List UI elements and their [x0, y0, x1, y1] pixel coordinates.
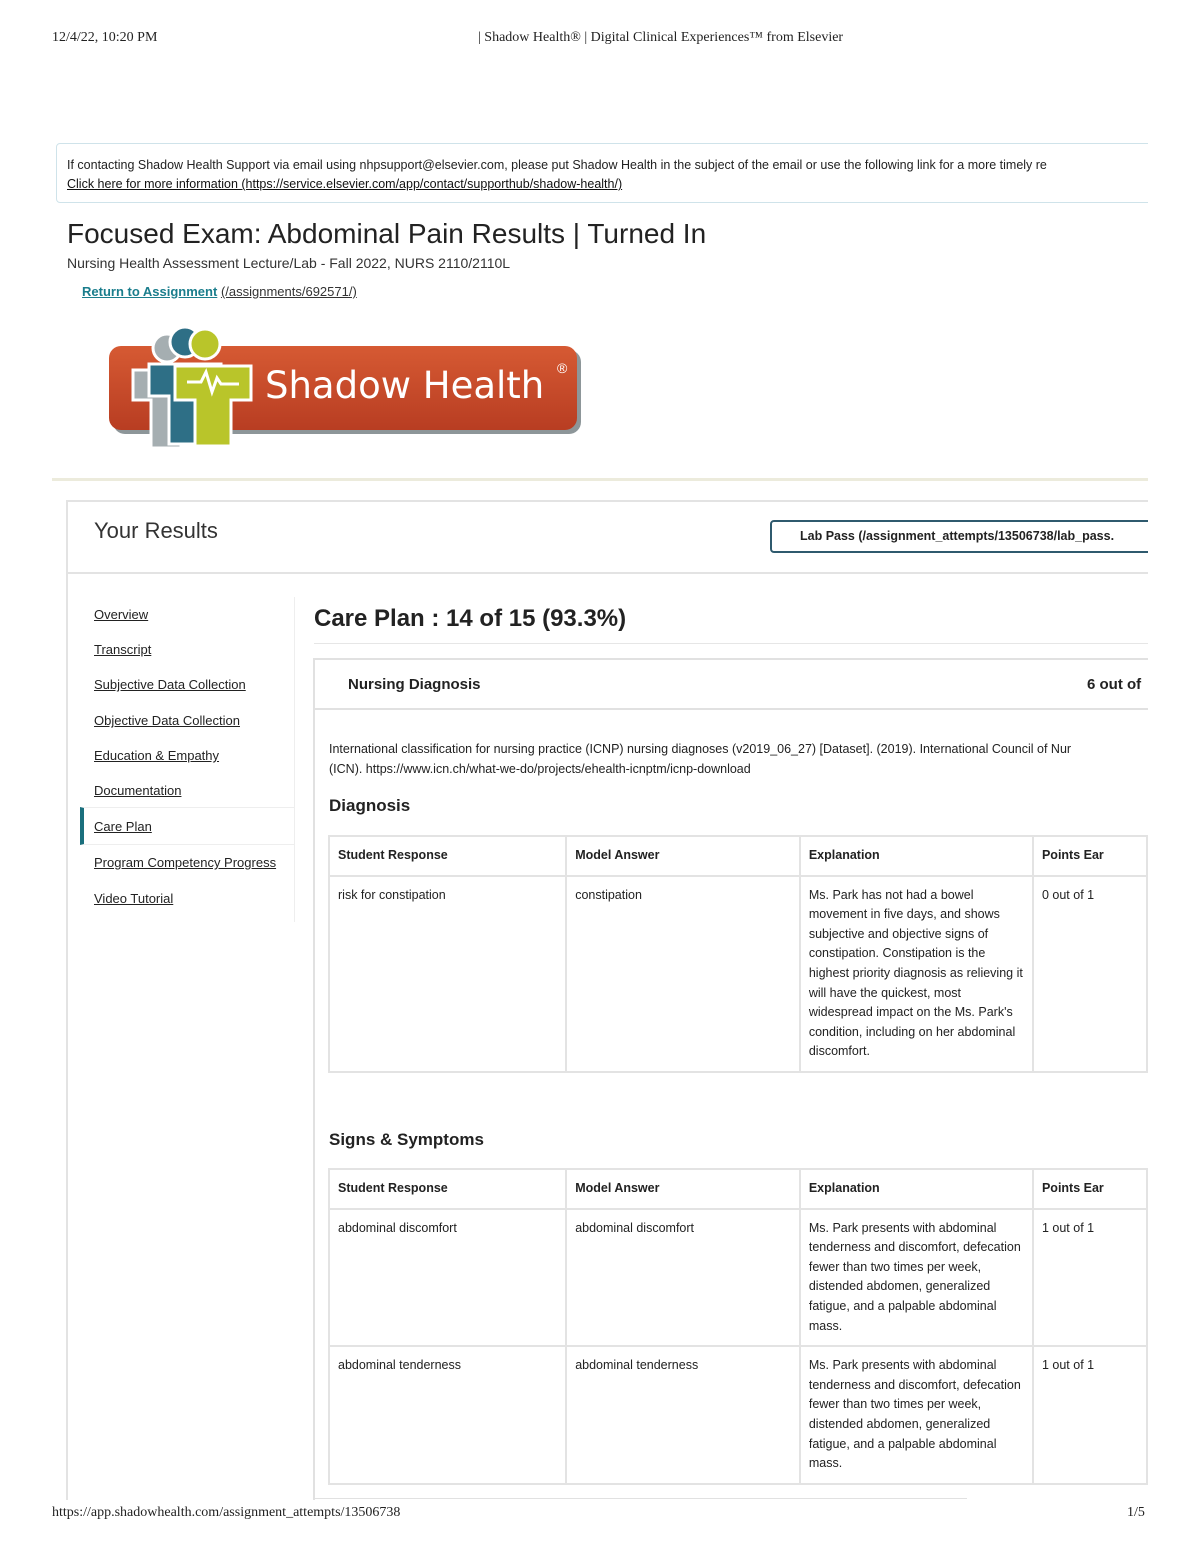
- return-path: (/assignments/692571/): [220, 284, 357, 299]
- care-plan-title: Care Plan : 14 of 15 (93.3%): [314, 605, 627, 632]
- course-subtitle: Nursing Health Assessment Lecture/Lab - Fall 2022, NURS 2110/2110L: [67, 255, 511, 271]
- cell-model-answer: constipation: [566, 876, 800, 1072]
- nav-objective-data-collection[interactable]: Objective Data Collection: [94, 713, 240, 728]
- cell-explanation: Ms. Park presents with abdominal tenderness and discomfort, defecation fewer than two times per week, distended abdomen, generalized fatigue, and a palpable abdominal mass.: [800, 1346, 1033, 1484]
- header-divider: [52, 478, 1148, 481]
- support-notice: [56, 143, 1148, 203]
- nav-education-empathy[interactable]: Education & Empathy: [94, 748, 220, 763]
- table-row: [329, 1209, 1147, 1347]
- col-explanation: Explanation: [800, 836, 1033, 876]
- signs-symptoms-heading: Signs & Symptoms: [329, 1130, 484, 1149]
- page-title: Focused Exam: Abdominal Pain Results | Turned In: [67, 218, 707, 249]
- shadow-health-logo: [105, 322, 585, 454]
- results-sidenav: [80, 597, 295, 922]
- table-header-row: [329, 1169, 1147, 1209]
- signs-symptoms-table: [328, 1168, 1148, 1485]
- col-model-answer: Model Answer: [566, 1169, 800, 1209]
- col-explanation: Explanation: [800, 1169, 1033, 1209]
- notice-more-info-link[interactable]: Click here for more information (https://service.elsevier.com/app/contact/supporthub/shadow-health/): [67, 177, 623, 191]
- nav-care-plan[interactable]: Care Plan: [94, 819, 152, 834]
- nav-video-tutorial[interactable]: Video Tutorial: [94, 891, 174, 906]
- cell-model-answer: abdominal tenderness: [566, 1346, 800, 1484]
- nav-program-competency-progress[interactable]: Program Competency Progress: [94, 855, 277, 870]
- cell-student-response: abdominal discomfort: [329, 1209, 566, 1347]
- return-to-assignment-link[interactable]: Return to Assignment: [82, 284, 218, 299]
- nursing-diagnosis-label: Nursing Diagnosis: [348, 676, 481, 693]
- cell-points: 0 out of 1: [1033, 876, 1147, 1072]
- print-page-title: | Shadow Health® | Digital Clinical Experiences™ from Elsevier: [478, 30, 844, 45]
- nav-documentation[interactable]: Documentation: [94, 783, 182, 798]
- logo-registered-mark: ®: [557, 360, 568, 376]
- table-row: [329, 876, 1147, 1072]
- citation-line-1: International classification for nursing practice (ICNP) nursing diagnoses (v2019_06_27) [Dataset]. (2019). International Council of Nur: [329, 742, 1072, 756]
- nav-overview[interactable]: Overview: [94, 607, 149, 622]
- col-points-earned: Points Ear: [1033, 1169, 1147, 1209]
- cell-student-response: risk for constipation: [329, 876, 566, 1072]
- nav-transcript[interactable]: Transcript: [94, 642, 152, 657]
- icnp-citation: [329, 739, 1148, 779]
- nursing-diagnosis-score: 6 out of: [1087, 676, 1142, 693]
- print-url: https://app.shadowhealth.com/assignment_attempts/13506738: [52, 1505, 401, 1520]
- care-plan-divider: [314, 643, 1148, 644]
- logo-wordmark: Shadow Health: [265, 364, 545, 407]
- print-page-number: 1/5: [1127, 1505, 1145, 1520]
- print-datetime: 12/4/22, 10:20 PM: [52, 30, 158, 45]
- table-row: [329, 1346, 1147, 1484]
- return-to-assignment[interactable]: [82, 284, 357, 299]
- table-header-row: [329, 836, 1147, 876]
- cell-points: 1 out of 1: [1033, 1209, 1147, 1347]
- cell-explanation: Ms. Park has not had a bowel movement in five days, and shows subjective and objective signs of constipation. Constipation is the highest priority diagnosis as relieving it will have the quickest, most widespread impact on the Ms. Park's condition, including on her abdominal discomfort.: [800, 876, 1033, 1072]
- your-results-heading: Your Results: [94, 518, 218, 543]
- cell-model-answer: abdominal discomfort: [566, 1209, 800, 1347]
- cell-points: 1 out of 1: [1033, 1346, 1147, 1484]
- col-points-earned: Points Ear: [1033, 836, 1147, 876]
- citation-line-2: (ICN). https://www.icn.ch/what-we-do/projects/ehealth-icnptm/icnp-download: [329, 762, 751, 776]
- card-bottom-edge: [313, 1498, 967, 1499]
- diagnosis-table: [328, 835, 1148, 1073]
- nav-subjective-data-collection[interactable]: Subjective Data Collection: [94, 677, 246, 692]
- notice-text: If contacting Shadow Health Support via email using nhpsupport@elsevier.com, please put Shadow Health in the subject of the email or use the following link for a more timely re: [67, 158, 1047, 172]
- cell-student-response: abdominal tenderness: [329, 1346, 566, 1484]
- diagnosis-heading: Diagnosis: [329, 796, 411, 815]
- col-model-answer: Model Answer: [566, 836, 800, 876]
- col-student-response: Student Response: [329, 1169, 566, 1209]
- lab-pass-button[interactable]: Lab Pass (/assignment_attempts/13506738/lab_pass.: [770, 520, 1148, 553]
- col-student-response: Student Response: [329, 836, 566, 876]
- cell-explanation: Ms. Park presents with abdominal tenderness and discomfort, defecation fewer than two times per week, distended abdomen, generalized fatigue, and a palpable abdominal mass.: [800, 1209, 1033, 1347]
